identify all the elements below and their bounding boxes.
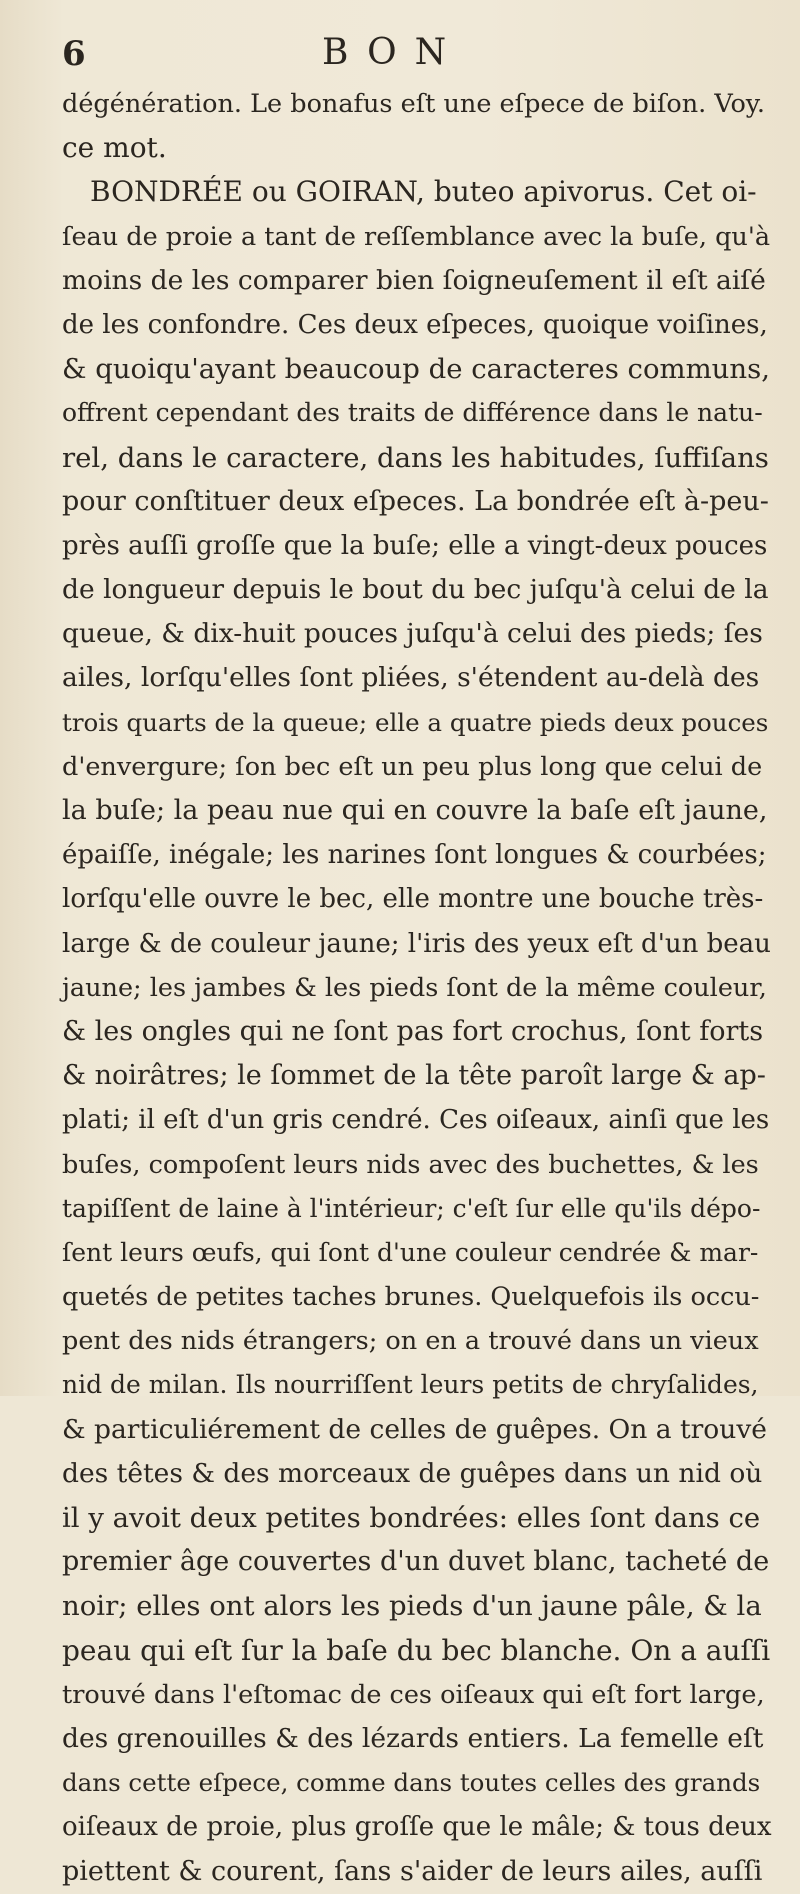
text-line: & les ongles qui ne ſont pas fort crochus, ſont forts	[62, 1015, 764, 1047]
text-line: noir; elles ont alors les pieds d'un jaune pâle, & la	[62, 1590, 762, 1623]
text-line: lorſqu'elle ouvre le bec, elle montre une bouche très-	[62, 884, 764, 915]
text-line: & quoiqu'ayant beaucoup de caracteres communs,	[62, 353, 770, 386]
text-line: & noirâtres; le ſommet de la tête paroît large & ap-	[62, 1060, 766, 1092]
text-line: nid de milan. Ils nourriſſent leurs petits de chryſalides,	[62, 1370, 759, 1400]
body-text	[62, 82, 772, 1894]
text-line: des grenouilles & des lézards entiers. La femelle eſt	[62, 1722, 764, 1754]
text-line: d'envergure; ſon bec eſt un peu plus long que celui de	[62, 751, 763, 782]
text-line: près auſſi groſſe que la buſe; elle a vingt-deux pouces	[62, 530, 768, 561]
text-line: premier âge couvertes d'un duvet blanc, tacheté de	[62, 1546, 770, 1578]
text-line: oiſeaux de proie, plus groſſe que le mâle; & tous deux	[62, 1812, 772, 1843]
text-line: ſent leurs œufs, qui ſont d'une couleur cendrée & mar-	[62, 1237, 759, 1267]
text-line: dans cette eſpece, comme dans toutes celles des grands	[62, 1768, 761, 1798]
text-line: jaune; les jambes & les pieds ſont de la même couleur,	[62, 972, 767, 1003]
text-line: large & de couleur jaune; l'iris des yeux eſt d'un beau	[62, 928, 771, 959]
text-line: il y avoit deux petites bondrées: elles ſont dans ce	[62, 1502, 761, 1534]
text-line: peau qui eſt ſur la baſe du bec blanche. On a auſſi	[62, 1633, 771, 1667]
text-line: tapiſſent de laine à l'intérieur; c'eſt ſur elle qu'ils dépo-	[62, 1193, 761, 1223]
text-line: de les confondre. Ces deux eſpeces, quoique voiſines,	[62, 309, 768, 340]
entry-heading-line: BONDRÉE ou GOIRAN, buteo apivorus. Cet oi-	[90, 175, 757, 209]
page-header	[62, 28, 720, 78]
text-line: trois quarts de la queue; elle a quatre pieds deux pouces	[62, 707, 769, 737]
text-line: pent des nids étrangers; on en a trouvé dans un vieux	[62, 1326, 759, 1357]
text-line: ſeau de proie a tant de reſſemblance avec la buſe, qu'à	[62, 221, 771, 252]
text-line: épaiſſe, inégale; les narines ſont longues & courbées;	[62, 840, 767, 871]
text-line: ailes, lorſqu'elles ſont pliées, s'étendent au-delà des	[62, 662, 760, 694]
text-line: plati; il eſt d'un gris cendré. Ces oiſeaux, ainſi que les	[62, 1105, 770, 1136]
text-line: piettent & courent, ſans s'aider de leurs ailes, auſſi	[62, 1855, 763, 1887]
text-line: rel, dans le caractere, dans les habitudes, ſuffiſans	[62, 441, 769, 474]
text-line: buſes, compoſent leurs nids avec des buchettes, & les	[62, 1149, 759, 1180]
page-number: 6	[62, 34, 86, 74]
running-head: BON	[322, 32, 465, 73]
text-line: des têtes & des morceaux de guêpes dans un nid où	[62, 1457, 763, 1489]
text-line: quetés de petites taches brunes. Quelquefois ils occu-	[62, 1282, 760, 1313]
text-line: pour conſtituer deux eſpeces. La bondrée eſt à-peu-	[62, 485, 769, 517]
text-line: moins de les comparer bien ſoigneuſement il eſt aiſé	[62, 264, 766, 296]
text-line: la buſe; la peau nue qui en couvre la baſe eſt jaune,	[62, 795, 768, 826]
text-line: dégénération. Le bonafus eſt une eſpece de biſon. Voy.	[62, 89, 765, 119]
text-line: offrent cependant des traits de différence dans le natu-	[62, 398, 763, 428]
text-line: de longueur depuis le bout du bec juſqu'à celui de la	[62, 574, 769, 606]
text-line: trouvé dans l'eſtomac de ces oiſeaux qui eſt fort large,	[62, 1679, 765, 1710]
text-line: ce mot.	[62, 131, 167, 165]
text-line: queue, & dix-huit pouces juſqu'à celui des pieds; ſes	[62, 618, 763, 650]
text-line: & particuliérement de celles de guêpes. On a trouvé	[62, 1413, 767, 1445]
